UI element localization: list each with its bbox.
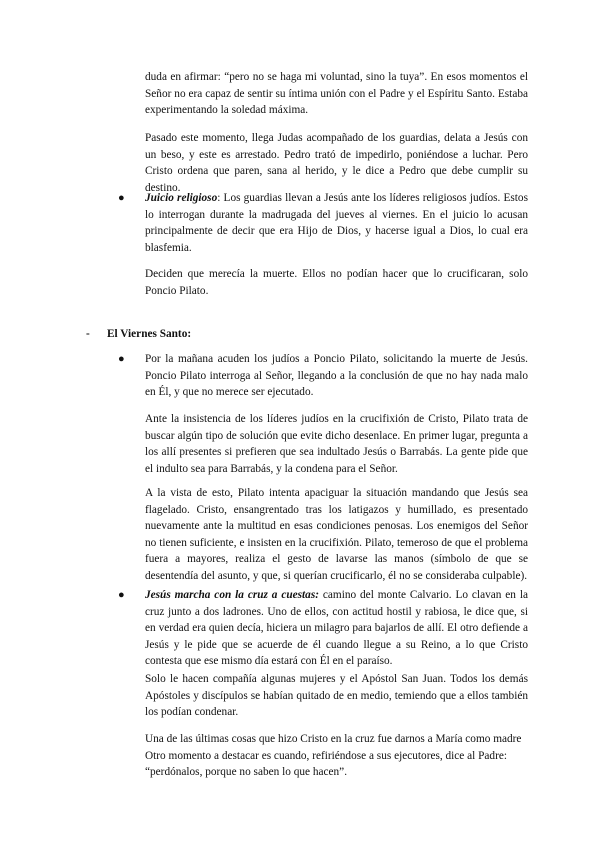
paragraph-arrest: Pasado este momento, llega Judas acompañado de los guardias, delata a Jesús con un beso, y este es arrestado. Pedro trató de impedirlo, poniéndose a luchar. Pero Cristo ordena que paren, sana al herido, y le dice a Pedro que debe cumplir su destino. (145, 132, 528, 194)
last-words-quote: “perdónalos, porque no saben lo que hacen”. (145, 766, 348, 779)
paragraph-agony: duda en afirmar: “pero no se haga mi voluntad, sino la tuya”. En esos momentos el Señor no era capaz de sentir su íntima unión con el Padre y el Espíritu Santo. Estaba experimentando la soledad máxima. (145, 71, 528, 117)
section-dash: - (86, 328, 90, 340)
bullet-carrying-cross (145, 587, 528, 670)
bullet-text: : Los guardias llevan a Jesús ante los líderes religiosos judíos. Estos lo interrogan durante la madrugada del jueves al viernes. En el juicio lo acusan principalmente de decir que era Hijo de Dios, y hacerse igual a Dios, lo cual era blasfemia. (145, 192, 528, 254)
paragraph-death-decision: Deciden que merecía la muerte. Ellos no podían hacer que lo crucificaran, solo Poncio Pilato. (145, 268, 528, 297)
paragraph-pilate-barabbas: Ante la insistencia de los líderes judíos en la crucifixión de Cristo, Pilato trata de buscar algún tipo de solución que evite dicho desenlace. En primer lugar, pregunta a los allí presentes si prefieren que sea indultado Jesús o Barrabás. La gente pide que el indulto sea para Barrabás, y la condena para el Señor. (145, 413, 528, 475)
paragraph-flagellation: A la vista de esto, Pilato intenta apaciguar la situación mandando que Jesús sea flagelado. Cristo, ensangrentado tras los latigazos y humillado, es presentado nuevamente ante la multitud en esas condiciones penosas. Los enemigos del Señor no tienen suficiente, e insisten en la crucifixión. Pilato, temeroso de que el problema fuera a mayores, realiza el gesto de lavarse las manos (símbolo de que se desentendía del asunto, y que, si querían crucificarlo, él no se consideraba culpable). (145, 487, 528, 582)
bullet-icon: ● (118, 353, 125, 365)
paragraph-last-words (145, 731, 545, 781)
paragraph-companions: Solo le hacen compañía algunas mujeres y el Apóstol San Juan. Todos los demás Apóstoles y discípulos se habían quitado de en medio, temiendo que a ellos también los podían condenar. (145, 673, 528, 719)
last-words-line: Una de las últimas cosas que hizo Cristo en la cruz fue darnos a María como madre (145, 733, 522, 745)
bullet-text: camino del monte Calvario. Lo clavan en la cruz junto a dos ladrones. Uno de ellos, con actitud hostil y rabiosa, le dice que, si en verdad era quien decía, hiciera un milagro para bajarlos de allí. El otro defiende a Jesús y le pide que se acuerde de él cuando llegue a su Reino, a lo que Cristo contesta que ese mismo día estará con Él en el paraíso. (145, 589, 528, 668)
bullet-icon: ● (118, 192, 125, 204)
bullet-icon: ● (118, 589, 125, 601)
last-words-line: Otro momento a destacar es cuando, refiriéndose a sus ejecutores, dice al Padre: (145, 749, 507, 762)
bullet-pilate-morning: Por la mañana acuden los judíos a Poncio Pilato, solicitando la muerte de Jesús. Poncio Pilato interroga al Señor, llegando a la conclusión de que no hay nada malo en Él, y que no merece ser ejecutado. (145, 353, 528, 399)
bullet-title: Jesús marcha con la cruz a cuestas: (145, 589, 319, 601)
bullet-title: Juicio religioso (145, 192, 218, 204)
section-heading: El Viernes Santo: (107, 328, 192, 340)
bullet-religious-trial (145, 190, 528, 256)
